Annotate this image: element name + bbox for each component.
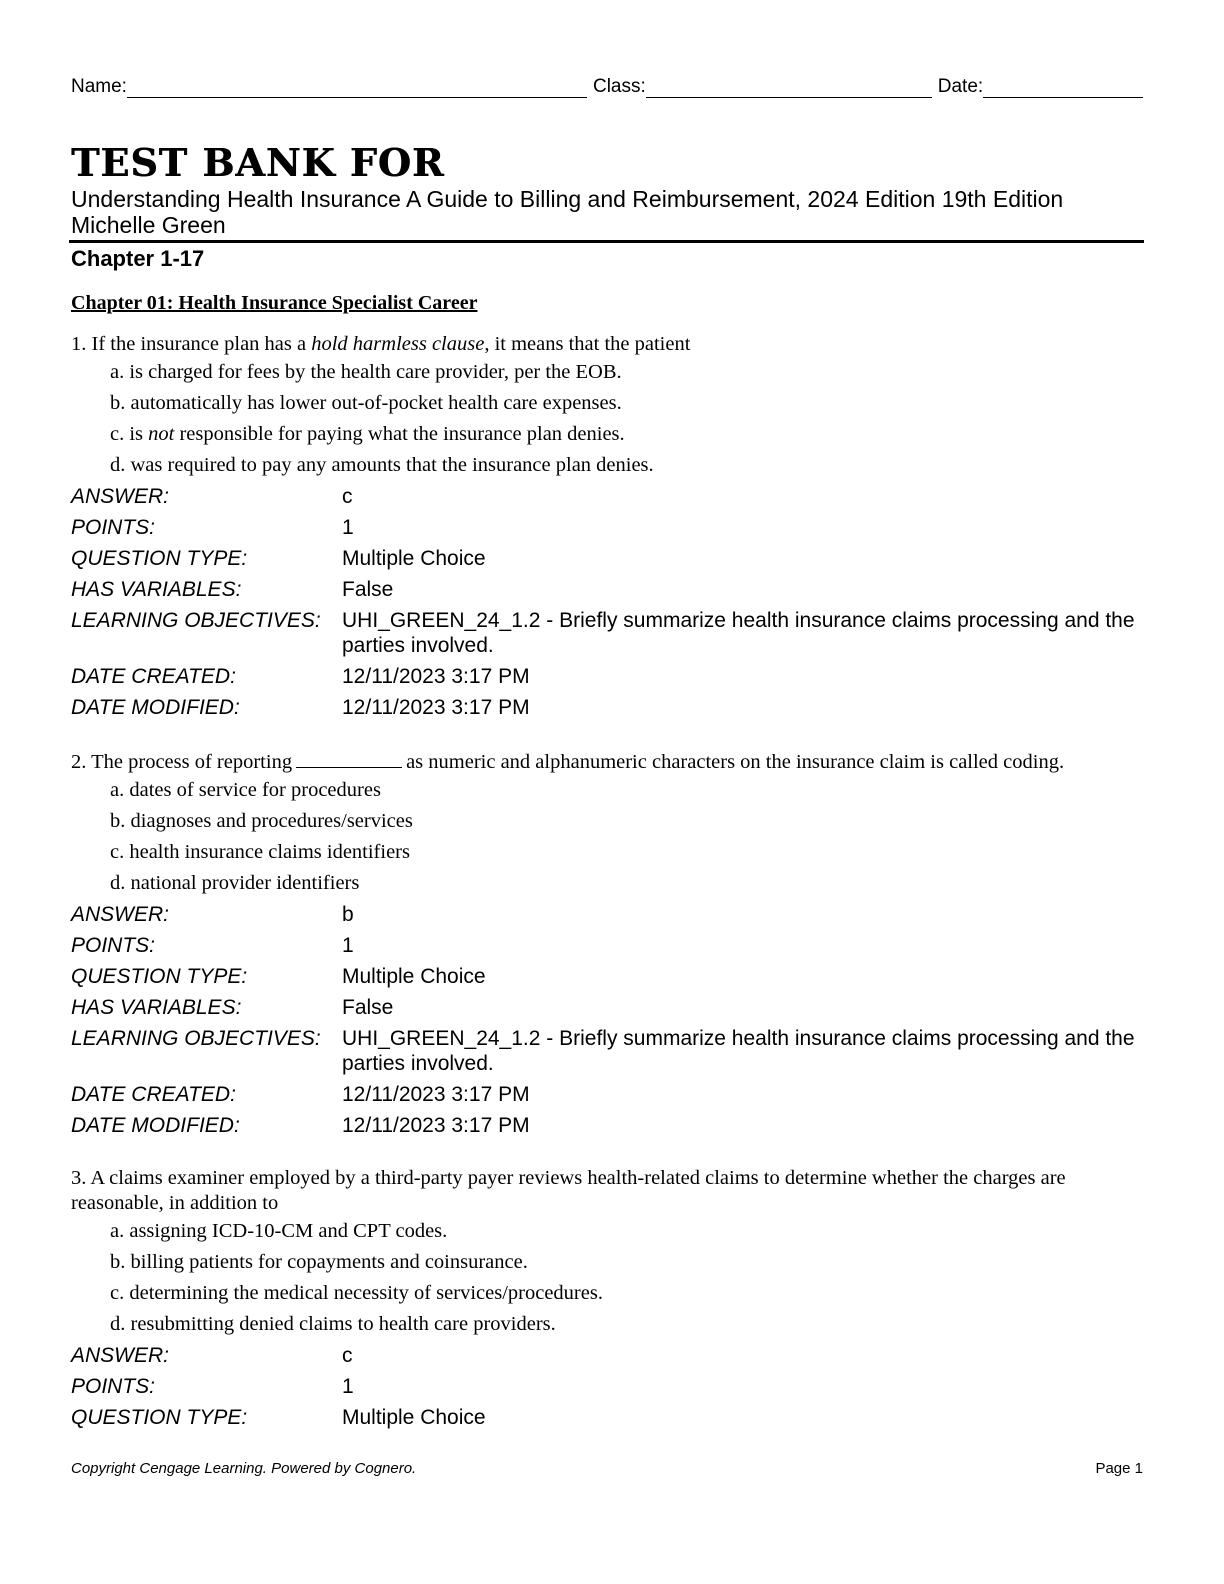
question-metadata <box>71 1340 1143 1433</box>
answer-label: ANSWER: <box>71 1344 170 1367</box>
question-stem <box>71 332 1143 357</box>
date-field[interactable] <box>983 75 1143 98</box>
date-label: Date: <box>937 76 984 97</box>
points-value: 1 <box>342 934 354 957</box>
name-label: Name: <box>71 76 127 97</box>
learning-objectives-label: LEARNING OBJECTIVES: <box>71 1027 321 1050</box>
answer-label: ANSWER: <box>71 485 170 508</box>
title-divider <box>69 240 1144 243</box>
option-d: d. resubmitting denied claims to health care providers. <box>110 1313 556 1335</box>
document-title: TEST BANK FOR <box>71 140 445 185</box>
option-b: b. billing patients for copayments and coinsurance. <box>110 1251 528 1273</box>
learning-objectives-row <box>71 1023 1143 1079</box>
answer-row <box>71 899 1143 930</box>
student-info-fields <box>71 70 1143 98</box>
question-type-label: QUESTION TYPE: <box>71 547 248 570</box>
option-d: d. was required to pay any amounts that the insurance plan denies. <box>110 454 654 476</box>
answer-row <box>71 481 1143 512</box>
date-created-value: 12/11/2023 3:17 PM <box>342 1083 530 1106</box>
points-row <box>71 512 1143 543</box>
learning-objectives-label: LEARNING OBJECTIVES: <box>71 609 321 632</box>
date-modified-value: 12/11/2023 3:17 PM <box>342 1114 530 1137</box>
option-d: d. national provider identifiers <box>110 872 360 894</box>
answer-options <box>71 1216 1143 1340</box>
date-modified-row <box>71 1110 1143 1141</box>
date-created-label: DATE CREATED: <box>71 1083 236 1106</box>
points-value: 1 <box>342 1375 354 1398</box>
option-c-italic: not <box>148 423 175 445</box>
answer-row <box>71 1340 1143 1371</box>
question-stem: 3. A claims examiner employed by a third-party payer reviews health-related claims to determine whether the charges are reasonable, in addition to <box>71 1167 1066 1214</box>
page-footer <box>71 1460 1143 1478</box>
option-a: a. dates of service for procedures <box>110 779 381 801</box>
question-type-value: Multiple Choice <box>342 965 486 988</box>
document-page <box>71 0 1143 1584</box>
chapter-heading: Chapter 01: Health Insurance Specialist Career <box>71 292 478 314</box>
chapter-range: Chapter 1-17 <box>71 246 205 271</box>
question-type-value: Multiple Choice <box>342 547 486 570</box>
points-row <box>71 930 1143 961</box>
answer-value: c <box>342 485 353 508</box>
question-metadata <box>71 481 1143 723</box>
option-c-suffix: responsible for paying what the insurance plan denies. <box>174 423 625 445</box>
answer-label: ANSWER: <box>71 903 170 926</box>
option-c: c. health insurance claims identifiers <box>110 841 410 863</box>
option-c <box>71 419 1143 450</box>
points-label: POINTS: <box>71 934 156 957</box>
has-variables-label: HAS VARIABLES: <box>71 578 242 601</box>
book-subtitle: Understanding Health Insurance A Guide to Billing and Reimbursement, 2024 Edition 19th Edition Michelle Green <box>71 186 1064 238</box>
question-metadata <box>71 899 1143 1141</box>
answer-value: b <box>342 903 354 926</box>
has-variables-value: False <box>342 578 394 601</box>
points-value: 1 <box>342 516 354 539</box>
answer-options <box>71 775 1143 899</box>
question-type-row <box>71 1402 1143 1433</box>
stem-text-end: , it means that the patient <box>484 333 691 355</box>
copyright-text: Copyright Cengage Learning. Powered by Cognero. <box>71 1460 417 1477</box>
has-variables-row <box>71 992 1143 1023</box>
option-c: c. determining the medical necessity of services/procedures. <box>110 1282 603 1304</box>
option-b: b. diagnoses and procedures/services <box>110 810 413 832</box>
answer-value: c <box>342 1344 353 1367</box>
has-variables-value: False <box>342 996 394 1019</box>
question-type-row <box>71 961 1143 992</box>
learning-objectives-value: UHI_GREEN_24_1.2 - Briefly summarize health insurance claims processing and the parties involved. <box>342 609 1135 657</box>
class-label: Class: <box>592 76 646 97</box>
fill-in-blank <box>296 750 402 768</box>
points-label: POINTS: <box>71 1375 156 1398</box>
question-stem <box>71 750 1143 775</box>
question-3 <box>71 1166 1143 1433</box>
page-number: Page 1 <box>1095 1460 1143 1477</box>
question-type-row <box>71 543 1143 574</box>
date-created-row <box>71 661 1143 692</box>
has-variables-label: HAS VARIABLES: <box>71 996 242 1019</box>
answer-options <box>71 357 1143 481</box>
stem-text: 1. If the insurance plan has a <box>71 333 312 355</box>
date-created-label: DATE CREATED: <box>71 665 236 688</box>
question-type-value: Multiple Choice <box>342 1406 486 1429</box>
option-a: a. assigning ICD-10-CM and CPT codes. <box>110 1220 448 1242</box>
option-c-prefix: c. is <box>110 423 149 445</box>
learning-objectives-value: UHI_GREEN_24_1.2 - Briefly summarize health insurance claims processing and the parties involved. <box>342 1027 1135 1075</box>
stem-text-end: as numeric and alphanumeric characters on the insurance claim is called coding. <box>406 751 1065 773</box>
name-field[interactable] <box>127 75 587 98</box>
stem-italic-term: hold harmless clause <box>311 333 485 355</box>
question-2 <box>71 750 1143 1141</box>
has-variables-row <box>71 574 1143 605</box>
date-created-value: 12/11/2023 3:17 PM <box>342 665 530 688</box>
date-modified-label: DATE MODIFIED: <box>71 696 240 719</box>
date-modified-label: DATE MODIFIED: <box>71 1114 240 1137</box>
question-type-label: QUESTION TYPE: <box>71 965 248 988</box>
option-b: b. automatically has lower out-of-pocket health care expenses. <box>110 392 622 414</box>
date-modified-row <box>71 692 1143 723</box>
date-created-row <box>71 1079 1143 1110</box>
class-field[interactable] <box>646 75 932 98</box>
question-1 <box>71 332 1143 723</box>
points-label: POINTS: <box>71 516 156 539</box>
date-modified-value: 12/11/2023 3:17 PM <box>342 696 530 719</box>
learning-objectives-row <box>71 605 1143 661</box>
option-a: a. is charged for fees by the health care provider, per the EOB. <box>110 361 622 383</box>
points-row <box>71 1371 1143 1402</box>
question-type-label: QUESTION TYPE: <box>71 1406 248 1429</box>
stem-text: 2. The process of reporting <box>71 751 293 773</box>
